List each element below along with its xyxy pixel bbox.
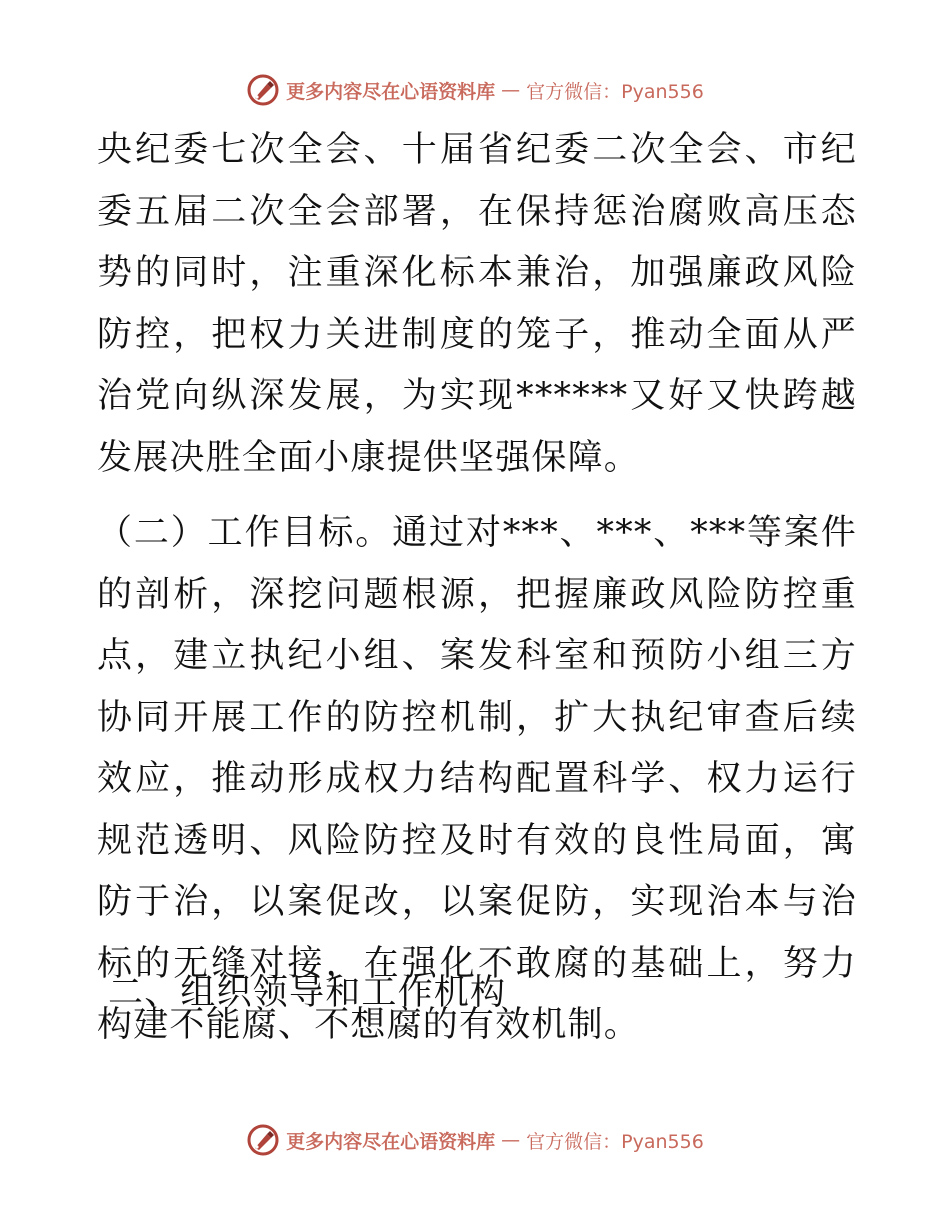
- header-watermark: [0, 70, 950, 110]
- pen-logo-icon: [246, 1123, 280, 1157]
- watermark-dash: —: [501, 1129, 521, 1151]
- pen-logo-icon: [246, 73, 280, 107]
- watermark-wechat-text: 官方微信：Pyan556: [526, 1130, 704, 1153]
- footer-watermark: [0, 1120, 950, 1160]
- watermark-main-text: 更多内容尽在心语资料库: [286, 1130, 496, 1153]
- paragraph-work-goals: （二）工作目标。通过对***、***、***等案件的剖析，深挖问题根源，把握廉政风险防控重点，建立执纪小组、案发科室和预防小组三方协同开展工作的防控机制，扩大执纪审查后续效应，推动形成权力结构配置科学、权力运行规范透明、风险防控及时有效的良性局面，寓防于治，以案促改，以案促防，实现治本与治标的无缝对接，在强化不敢腐的基础上，努力构建不能腐、不想腐的有效机制。: [97, 513, 857, 1045]
- watermark-wechat-text: 官方微信：Pyan556: [526, 80, 704, 103]
- watermark-main-text: 更多内容尽在心语资料库: [286, 80, 496, 103]
- watermark-dash: —: [501, 79, 521, 101]
- section-heading: 二、组织领导和工作机构: [108, 973, 507, 1013]
- document-body: [97, 120, 857, 1057]
- paragraph-1: 央纪委七次全会、十届省纪委二次全会、市纪委五届二次全会部署，在保持惩治腐败高压态势的同时，注重深化标本兼治，加强廉政风险防控，把权力关进制度的笼子，推动全面从严治党向纵深发展，为实现******又好又快跨越发展决胜全面小康提供坚强保障。: [97, 130, 857, 478]
